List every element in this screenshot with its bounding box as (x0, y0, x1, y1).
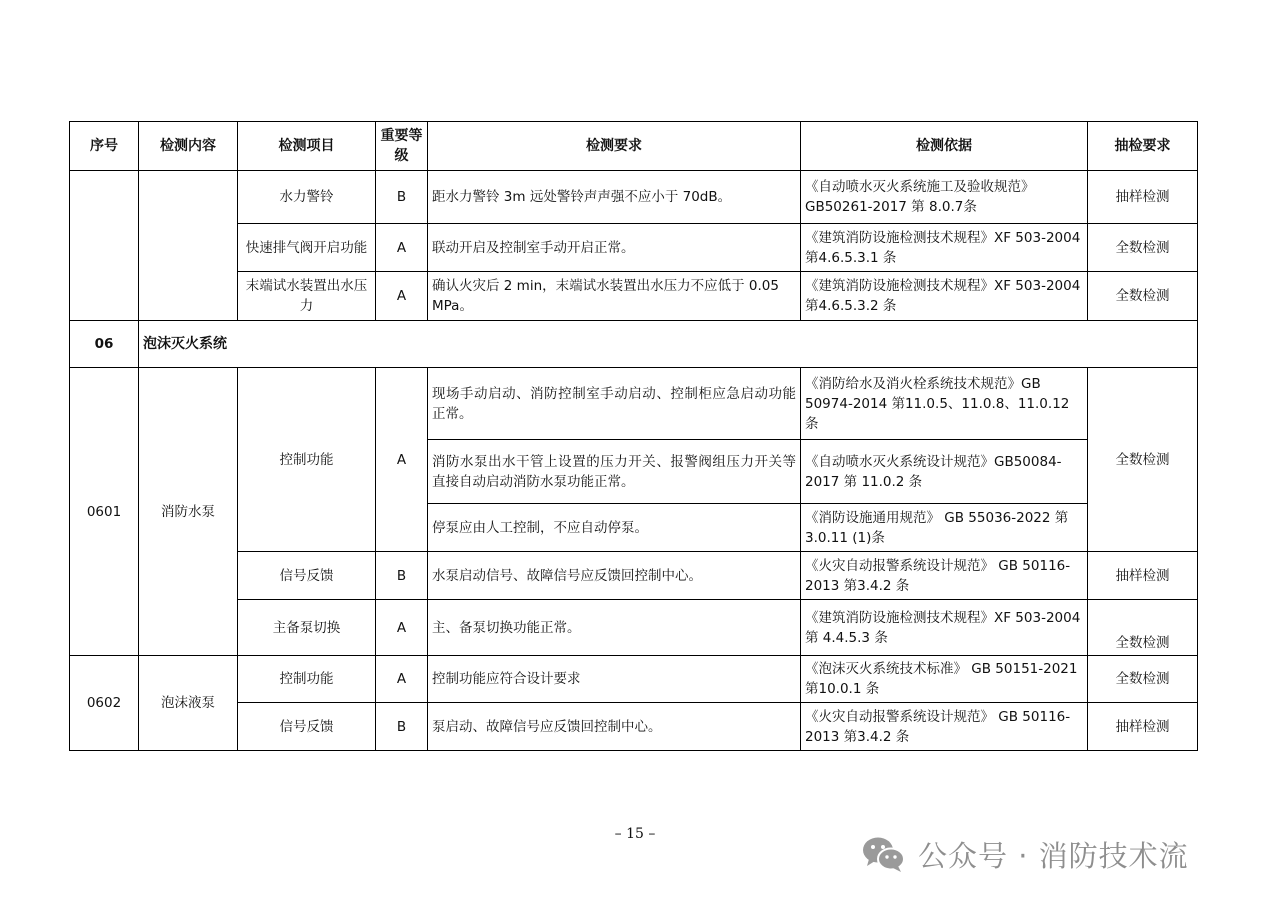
table-row (70, 656, 1198, 703)
basis-cell: 《泡沫灭火系统技术标准》 GB 50151-2021 第10.0.1 条 (801, 656, 1088, 703)
item-cell: 控制功能 (238, 368, 376, 552)
grade-cell: A (376, 656, 428, 703)
sampling-cell: 全数检测 (1088, 272, 1198, 321)
sampling-cell: 全数检测 (1088, 600, 1198, 656)
table-row (70, 600, 1198, 656)
basis-cell: 《消防给水及消火栓系统技术规范》GB 50974-2014 第11.0.5、11.0.8、11.0.12 条 (801, 368, 1088, 440)
requirement-cell: 距水力警铃 3m 远处警铃声声强不应小于 70dB。 (428, 171, 801, 224)
grade-cell: A (376, 224, 428, 272)
empty-no-cell (70, 171, 139, 321)
basis-cell: 《消防设施通用规范》 GB 55036-2022 第3.0.11 (1)条 (801, 504, 1088, 552)
category-no: 06 (70, 321, 139, 368)
header-requirement: 检测要求 (428, 122, 801, 171)
grade-cell: B (376, 703, 428, 751)
basis-cell: 《自动喷水灭火系统设计规范》GB50084-2017 第 11.0.2 条 (801, 440, 1088, 504)
sampling-cell: 抽样检测 (1088, 552, 1198, 600)
grade-cell: A (376, 368, 428, 552)
basis-cell: 《自动喷水灭火系统施工及验收规范》 GB50261-2017 第 8.0.7条 (801, 171, 1088, 224)
requirement-cell: 水泵启动信号、故障信号应反馈回控制中心。 (428, 552, 801, 600)
basis-cell: 《火灾自动报警系统设计规范》 GB 50116-2013 第3.4.2 条 (801, 552, 1088, 600)
table-row (70, 552, 1198, 600)
category-row (70, 321, 1198, 368)
watermark (862, 832, 1189, 876)
header-content: 检测内容 (139, 122, 238, 171)
inspection-table (69, 121, 1198, 751)
empty-content-cell (139, 171, 238, 321)
category-name: 泡沫灭火系统 (139, 321, 1198, 368)
requirement-cell: 控制功能应符合设计要求 (428, 656, 801, 703)
basis-cell: 《建筑消防设施检测技术规程》XF 503-2004 第4.6.5.3.2 条 (801, 272, 1088, 321)
basis-cell: 《建筑消防设施检测技术规程》XF 503-2004 第4.6.5.3.1 条 (801, 224, 1088, 272)
wechat-icon (862, 835, 906, 873)
basis-cell: 《火灾自动报警系统设计规范》 GB 50116-2013 第3.4.2 条 (801, 703, 1088, 751)
group-no: 0602 (70, 656, 139, 751)
sampling-cell: 全数检测 (1088, 656, 1198, 703)
table-row (70, 171, 1198, 224)
header-item: 检测项目 (238, 122, 376, 171)
grade-cell: A (376, 600, 428, 656)
requirement-cell: 消防水泵出水干管上设置的压力开关、报警阀组压力开关等直接自动启动消防水泵功能正常。 (428, 440, 801, 504)
requirement-cell: 确认火灾后 2 min，末端试水装置出水压力不应低于 0.05 MPa。 (428, 272, 801, 321)
grade-cell: A (376, 272, 428, 321)
requirement-cell: 主、备泵切换功能正常。 (428, 600, 801, 656)
item-cell: 信号反馈 (238, 552, 376, 600)
header-sampling: 抽检要求 (1088, 122, 1198, 171)
item-cell: 快速排气阀开启功能 (238, 224, 376, 272)
group-content: 消防水泵 (139, 368, 238, 656)
header-row (70, 122, 1198, 171)
requirement-cell: 停泵应由人工控制，不应自动停泵。 (428, 504, 801, 552)
item-cell: 控制功能 (238, 656, 376, 703)
sampling-cell: 抽样检测 (1088, 703, 1198, 751)
sampling-cell: 全数检测 (1088, 224, 1198, 272)
header-grade: 重要等级 (376, 122, 428, 171)
basis-cell: 《建筑消防设施检测技术规程》XF 503-2004 第 4.4.5.3 条 (801, 600, 1088, 656)
page-number: – 15 – (614, 826, 656, 842)
table-row (70, 272, 1198, 321)
requirement-cell: 泵启动、故障信号应反馈回控制中心。 (428, 703, 801, 751)
table-row (70, 368, 1198, 440)
grade-cell: B (376, 171, 428, 224)
group-no: 0601 (70, 368, 139, 656)
header-no: 序号 (70, 122, 139, 171)
grade-cell: B (376, 552, 428, 600)
watermark-text: 公众号 · 消防技术流 (918, 838, 1189, 873)
sampling-cell: 抽样检测 (1088, 171, 1198, 224)
requirement-cell: 现场手动启动、消防控制室手动启动、控制柜应急启动功能正常。 (428, 368, 801, 440)
requirement-cell: 联动开启及控制室手动开启正常。 (428, 224, 801, 272)
sampling-cell: 全数检测 (1088, 368, 1198, 552)
header-basis: 检测依据 (801, 122, 1088, 171)
group-content: 泡沫液泵 (139, 656, 238, 751)
table-row (70, 224, 1198, 272)
table-row (70, 703, 1198, 751)
item-cell: 水力警铃 (238, 171, 376, 224)
item-cell: 主备泵切换 (238, 600, 376, 656)
item-cell: 末端试水装置出水压力 (238, 272, 376, 321)
item-cell: 信号反馈 (238, 703, 376, 751)
